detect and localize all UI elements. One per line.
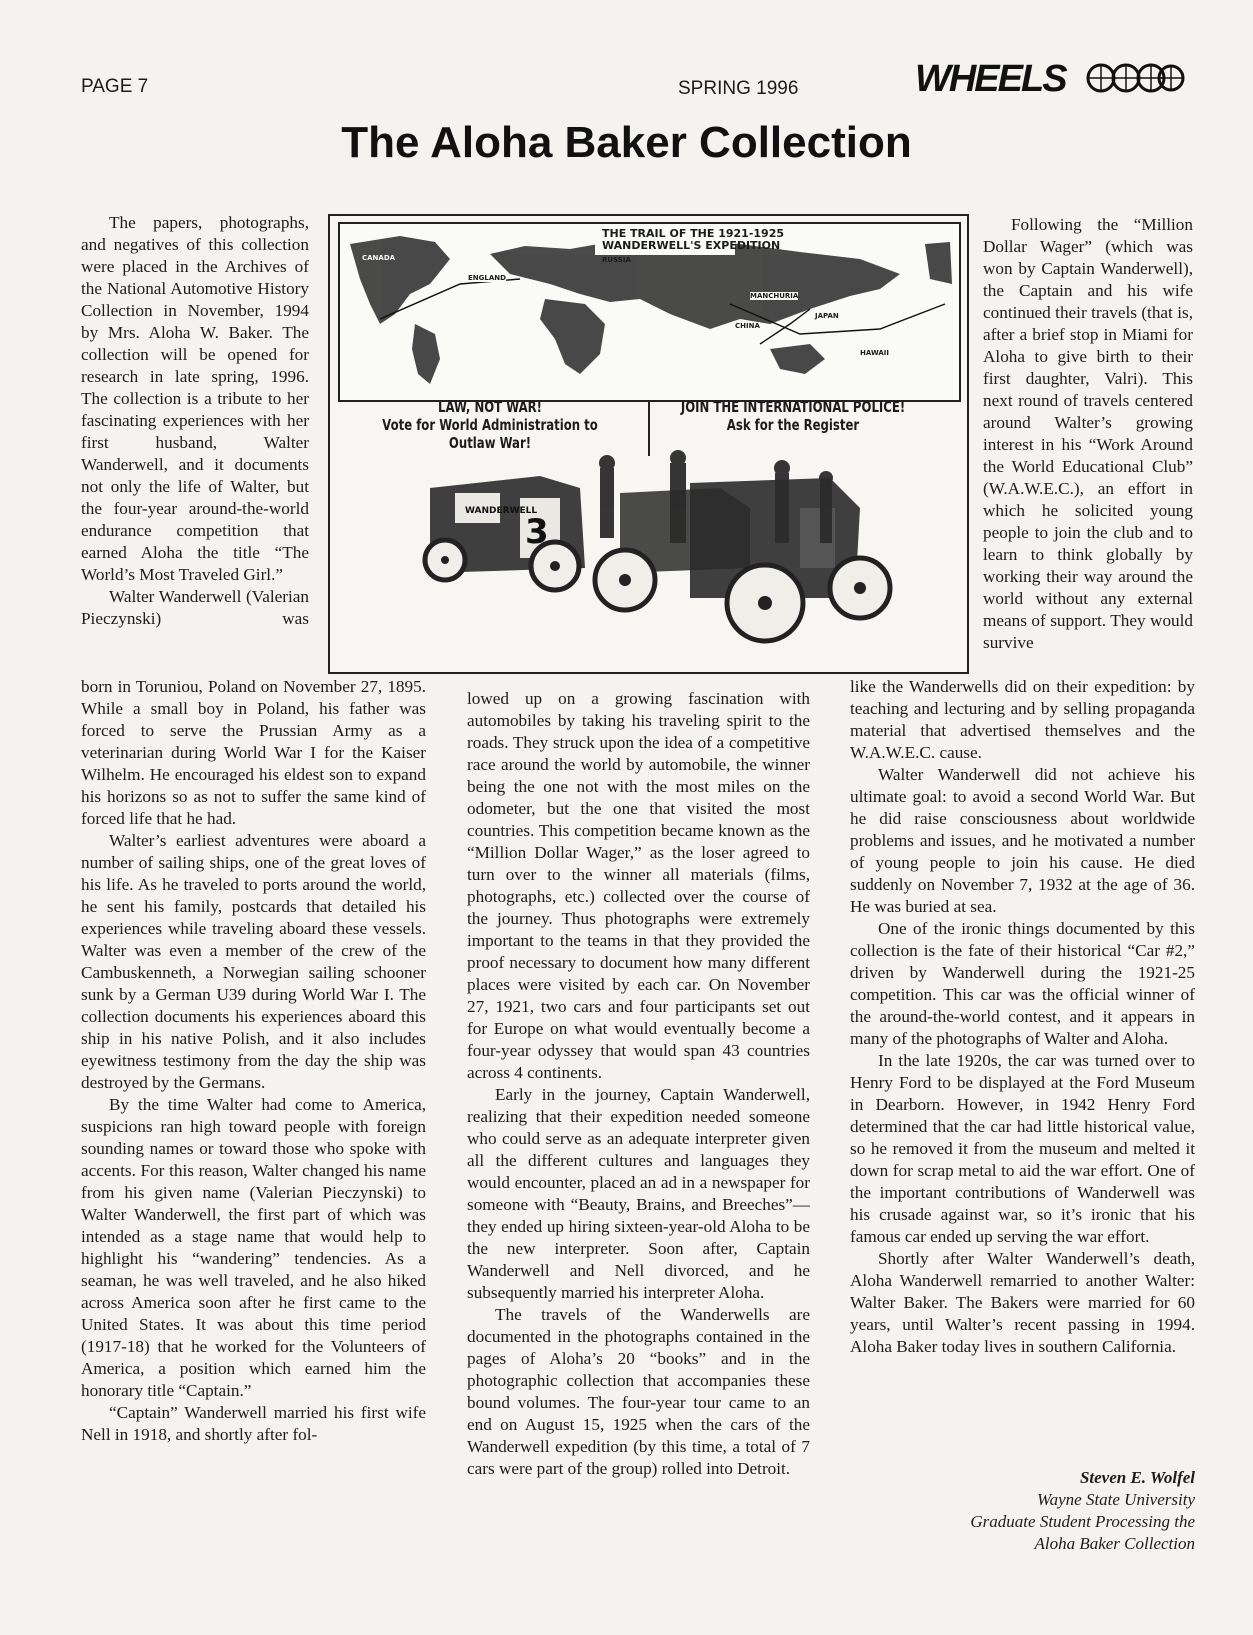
issue-date: SPRING 1996 <box>678 78 799 99</box>
poster-caption-left <box>357 398 622 452</box>
map-label: RUSSIA <box>602 256 631 264</box>
map-title <box>602 228 784 252</box>
expedition-map <box>338 222 961 402</box>
map-label: HAWAII <box>860 349 889 357</box>
article-figure <box>328 214 969 674</box>
poster-subline: Ask for the Register <box>726 416 860 434</box>
column-3-top <box>983 214 1193 654</box>
column-1-bottom <box>81 676 426 1446</box>
paragraph: In the late 1920s, the car was turned over to Henry Ford to be displayed at the Ford Museum in Dearborn. However, in 1942 Henry Ford determined that the car had little historical value, so he removed it from the museum and melted it down for scrap metal to aid the war effort. One of the important contributions of Wanderwell was his crusade against war, so it’s ironic that his famous car ended up serving the war effort. <box>850 1051 1195 1246</box>
author-signature <box>880 1467 1195 1555</box>
article-title: The Aloha Baker Collection <box>341 118 912 167</box>
map-label: ENGLAND <box>468 274 506 282</box>
map-label: MANCHURIA <box>750 292 799 300</box>
paragraph: “Captain” Wanderwell married his first wife Nell in 1918, and shortly after fol- <box>81 1403 426 1444</box>
author-affiliation: Graduate Student Processing the <box>970 1512 1195 1531</box>
poster-caption-right <box>660 398 925 434</box>
column-2 <box>467 688 810 1480</box>
car-number: 3 <box>525 512 549 552</box>
column-1-top <box>81 212 309 630</box>
column-3-bottom <box>850 676 1195 1358</box>
paragraph: One of the ironic things documented by this collection is the fate of their historical “Car #2,” driven by Wanderwell during the 1921-25 competition. This car was the official winner of the around-the-world contest, and it appears in many of the photographs of Walter and Aloha. <box>850 919 1195 1048</box>
wheels-logo <box>915 56 1185 102</box>
map-label: CHINA <box>735 322 760 330</box>
author-affiliation: Wayne State University <box>1037 1490 1195 1509</box>
car-label: WANDERWELL <box>465 506 538 516</box>
map-label: CANADA <box>362 254 396 262</box>
paragraph: Early in the journey, Captain Wanderwell, realizing that their expedition needed someone who could serve as an adequate interpreter given all the different cultures and languages they would encounter, placed an ad in a newspaper for someone with “Beauty, Brains, and Breeches”—they ended up hiring sixteen-year-old Aloha to be the new interpreter. Soon after, Captain Wanderwell and Nell divorced, and he subsequently married his interpreter Aloha. <box>467 1085 810 1302</box>
map-title-line: WANDERWELL'S EXPEDITION <box>602 239 781 252</box>
paragraph: lowed up on a growing fascination with automobiles by taking his traveling spirit to the roads. They struck upon the idea of a competitive race around the world by automobile, the winner being the one not with the most miles on the odometer, but the one that visited the most countries. This competition became known as the “Million Dollar Wager,” as the loser agreed to turn over to the winner all materials (films, photographs, etc.) collected over the course of the journey. Thus photographs were extremely important to the teams in that they provided the proof necessary to document how many different places were visited by each car. On November 27, 1921, two cars and four participants set out for Europe on what would eventually become a four-year odyssey that would span 43 countries across 4 continents. <box>467 689 810 1082</box>
author-name: Steven E. Wolfel <box>1079 1468 1195 1487</box>
map-title-line: THE TRAIL OF THE 1921-1925 <box>602 227 785 240</box>
page-number: PAGE 7 <box>81 76 149 97</box>
paragraph: Walter Wanderwell (Valerian Pieczynski) was <box>81 587 309 628</box>
author-affiliation: Aloha Baker Collection <box>1034 1534 1195 1553</box>
map-label: JAPAN <box>815 312 839 320</box>
expedition-cars-photo <box>370 448 930 668</box>
paragraph: The travels of the Wanderwells are documented in the photographs contained in the pages of Aloha’s 20 “books” and in the photographic collection that accompanies these bound volumes. The four-year tour came to an end on August 15, 1925 when the cars of the Wanderwell expedition (by this time, a total of 7 cars were part of the group) rolled into Detroit. <box>467 1305 810 1478</box>
paragraph: Walter’s earliest adventures were aboard a number of sailing ships, one of the great loves of his life. As he traveled to ports around the world, he sent his family, postcards that detailed his experiences while traveling aboard these vessels. Walter was even a member of the crew of the Cambuskenneth, a Norwegian sailing schooner sunk by a German U39 during World War I. The collection documents his experiences aboard this ship in his native Polish, and it also includes eyewitness testimony from the day the ship was destroyed by the Germans. <box>81 831 426 1092</box>
paragraph: Walter Wanderwell did not achieve his ultimate goal: to avoid a second World War. But he did raise consciousness about worldwide problems and issues, and he motivated a number of young people to join his cause. He died suddenly on November 7, 1932 at the age of 36. He was buried at sea. <box>850 765 1195 916</box>
paragraph: like the Wanderwells did on their expedition: by teaching and lecturing and by selling propaganda material that advertised themselves and the W.A.W.E.C. cause. <box>850 677 1195 762</box>
paragraph: Shortly after Walter Wanderwell’s death, Aloha Wanderwell remarried to another Walter: Walter Baker. The Bakers were married for 60 years, until Walter’s recent passing in 1994. Aloha Baker today lives in southern California. <box>850 1249 1195 1356</box>
paragraph: Following the “Million Dollar Wager” (which was won by Captain Wanderwell), the Captain and his wife continued their travels (that is, after a brief stop in Miami for Aloha to give birth to their first daughter, Valri). This next round of travels centered around Walter’s growing interest in his “Work Around the World Educational Club” (W.A.W.E.C.), an effort in which he solicited young people to join the club and to learn to think globally by working their way around the world without any external means of support. They would survive <box>983 215 1193 652</box>
paragraph: born in Toruniou, Poland on November 27, 1895. While a small boy in Poland, his father was forced to serve the Prussian Army as a veterinarian during World War I for the Kaiser Wilhelm. He encouraged his eldest son to expand his horizons so as not to suffer the same kind of forced life that he had. <box>81 677 426 828</box>
paragraph: The papers, photographs, and negatives of this collection were placed in the Archives of the National Automotive History Collection in November, 1994 by Mrs. Aloha W. Baker. The collection will be opened for research in late spring, 1996. The collection is a tribute to her fascinating experiences with her first husband, Walter Wanderwell, and it documents not only the life of Walter, but the four-year around-the-world endurance competition that earned Aloha the title “The World’s Most Traveled Girl.” <box>81 213 309 584</box>
wheels-logo-icon <box>1085 58 1185 98</box>
poster-headline: LAW, NOT WAR! <box>437 398 543 416</box>
poster-headline: JOIN THE INTERNATIONAL POLICE! <box>680 398 906 416</box>
logo-text: WHEELS <box>915 58 1066 100</box>
poster-subline: Vote for World Administration to Outlaw War! <box>382 416 598 452</box>
paragraph: By the time Walter had come to America, suspicions ran high toward people with foreign sounding names or toward those who spoke with accents. For this reason, Walter changed his name from his given name (Valerian Pieczynski) to Walter Wanderwell, the first part of which was intended as a stage name that would help to highlight his “wandering” tendencies. As a seaman, he was well traveled, and he also hiked across America soon after he first came to the United States. It was about this time period (1917-18) that he worked for the Volunteers of America, a position which earned him the honorary title “Captain.” <box>81 1095 426 1400</box>
